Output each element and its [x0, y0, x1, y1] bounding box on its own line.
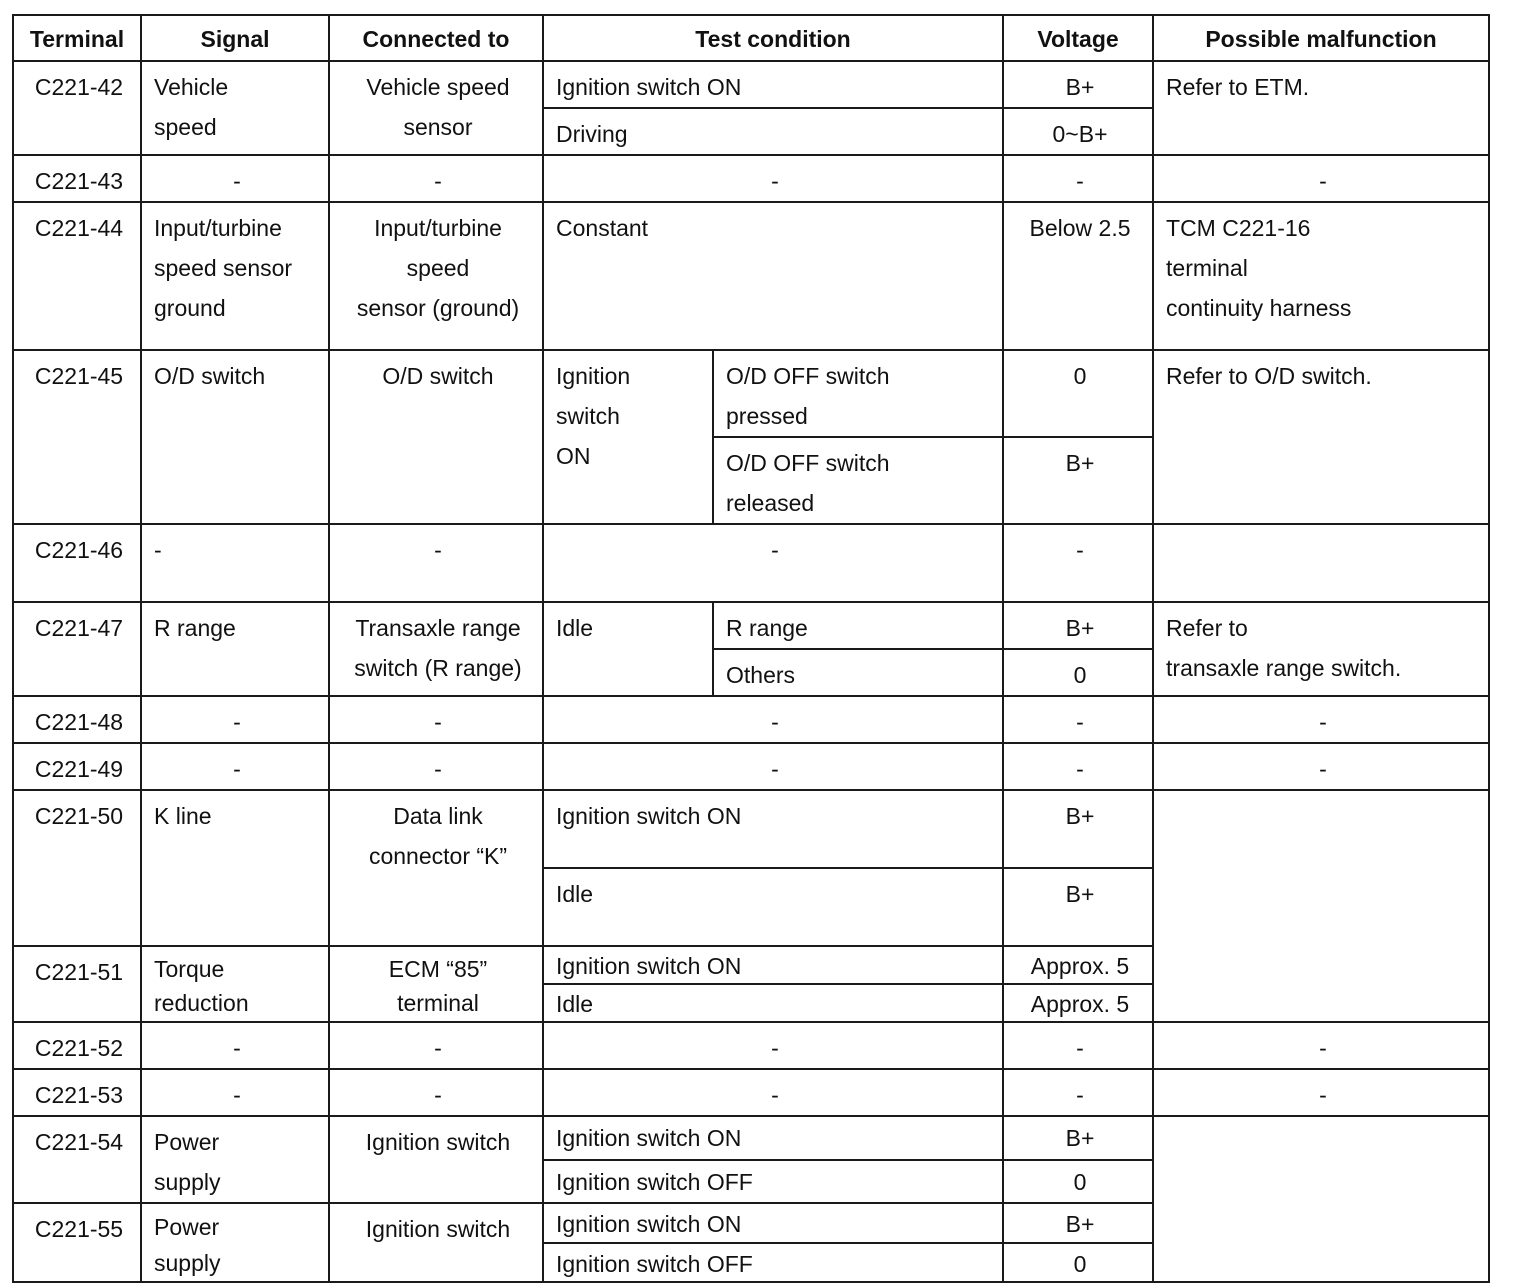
signal-cell: - — [141, 696, 329, 743]
connected-to-cell: ECM “85” terminal — [329, 946, 543, 1022]
voltage-cell: - — [1003, 524, 1153, 602]
malfunction-cell: Refer to O/D switch. — [1153, 350, 1489, 524]
table-row — [13, 1069, 1489, 1116]
signal-cell: Vehicle speed — [141, 61, 329, 155]
connected-to-cell: Ignition switch — [329, 1116, 543, 1203]
voltage-cell: - — [1003, 696, 1153, 743]
signal-cell: - — [141, 1022, 329, 1069]
voltage-cell: Below 2.5 — [1003, 202, 1153, 350]
terminal-cell: C221-43 — [13, 155, 141, 202]
voltage-cell: 0~B+ — [1003, 108, 1153, 155]
connected-to-cell: O/D switch — [329, 350, 543, 524]
table-row — [13, 524, 1489, 602]
table-row — [13, 696, 1489, 743]
signal-cell: Input/turbine speed sensor ground — [141, 202, 329, 350]
connected-to-cell: - — [329, 696, 543, 743]
table-row — [13, 790, 1489, 868]
malfunction-cell: - — [1153, 155, 1489, 202]
terminal-cell: C221-54 — [13, 1116, 141, 1203]
voltage-cell: 0 — [1003, 1243, 1153, 1283]
terminal-cell: C221-42 — [13, 61, 141, 155]
voltage-cell: Approx. 5 — [1003, 946, 1153, 984]
voltage-cell: B+ — [1003, 1116, 1153, 1160]
malfunction-cell: TCM C221-16 terminal continuity harness — [1153, 202, 1489, 350]
table-row — [13, 61, 1489, 108]
test-condition-cell: Idle — [543, 984, 1003, 1022]
test-sub-condition-cell: Others — [713, 649, 1003, 696]
terminal-cell: C221-52 — [13, 1022, 141, 1069]
test-condition-cell: Idle — [543, 868, 1003, 946]
test-condition-cell: Ignition switch OFF — [543, 1160, 1003, 1204]
connected-to-cell: - — [329, 1069, 543, 1116]
signal-cell: - — [141, 1069, 329, 1116]
test-condition-cell: - — [543, 524, 1003, 602]
connected-to-cell: - — [329, 1022, 543, 1069]
voltage-cell: B+ — [1003, 61, 1153, 108]
terminal-cell: C221-50 — [13, 790, 141, 946]
connected-to-cell: Vehicle speed sensor — [329, 61, 543, 155]
table-row — [13, 743, 1489, 790]
test-condition-cell: Constant — [543, 202, 1003, 350]
malfunction-cell: - — [1153, 1022, 1489, 1069]
table-row — [13, 1116, 1489, 1160]
table-row — [13, 202, 1489, 350]
voltage-cell: 0 — [1003, 649, 1153, 696]
test-sub-condition-cell: O/D OFF switch released — [713, 437, 1003, 524]
voltage-cell: B+ — [1003, 1203, 1153, 1243]
table-row — [13, 1022, 1489, 1069]
terminal-cell: C221-47 — [13, 602, 141, 696]
terminal-cell: C221-45 — [13, 350, 141, 524]
connected-to-cell: Data link connector “K” — [329, 790, 543, 946]
test-condition-cell: Ignition switch ON — [543, 1203, 1003, 1243]
table-header-row — [13, 15, 1489, 61]
signal-cell: R range — [141, 602, 329, 696]
table-row — [13, 350, 1489, 437]
header-possible-malfunction: Possible malfunction — [1153, 15, 1489, 61]
terminal-pinout-table — [12, 14, 1490, 1283]
voltage-cell: B+ — [1003, 602, 1153, 649]
signal-cell: Torque reduction — [141, 946, 329, 1022]
header-signal: Signal — [141, 15, 329, 61]
voltage-cell: 0 — [1003, 350, 1153, 437]
signal-cell: O/D switch — [141, 350, 329, 524]
test-condition-cell: Driving — [543, 108, 1003, 155]
header-connected-to: Connected to — [329, 15, 543, 61]
voltage-cell: - — [1003, 1022, 1153, 1069]
terminal-cell: C221-46 — [13, 524, 141, 602]
voltage-cell: B+ — [1003, 868, 1153, 946]
malfunction-cell — [1153, 524, 1489, 602]
test-condition-cell: Ignition switch OFF — [543, 1243, 1003, 1283]
test-sub-condition-cell: R range — [713, 602, 1003, 649]
voltage-cell: B+ — [1003, 790, 1153, 868]
signal-cell: Power supply — [141, 1203, 329, 1282]
terminal-cell: C221-49 — [13, 743, 141, 790]
voltage-cell: - — [1003, 155, 1153, 202]
voltage-cell: - — [1003, 743, 1153, 790]
test-condition-cell: Ignition switch ON — [543, 350, 713, 524]
test-condition-cell: - — [543, 1069, 1003, 1116]
connected-to-cell: - — [329, 743, 543, 790]
header-terminal: Terminal — [13, 15, 141, 61]
voltage-cell: Approx. 5 — [1003, 984, 1153, 1022]
test-condition-cell: - — [543, 743, 1003, 790]
test-condition-cell: Ignition switch ON — [543, 946, 1003, 984]
connected-to-cell: - — [329, 155, 543, 202]
malfunction-cell — [1153, 1116, 1489, 1282]
test-condition-cell: - — [543, 155, 1003, 202]
table-row — [13, 155, 1489, 202]
test-condition-cell: Ignition switch ON — [543, 790, 1003, 868]
test-condition-cell: Ignition switch ON — [543, 61, 1003, 108]
signal-cell: - — [141, 524, 329, 602]
terminal-cell: C221-48 — [13, 696, 141, 743]
signal-cell: K line — [141, 790, 329, 946]
voltage-cell: B+ — [1003, 437, 1153, 524]
test-sub-condition-cell: O/D OFF switch pressed — [713, 350, 1003, 437]
header-test-condition: Test condition — [543, 15, 1003, 61]
malfunction-cell: Refer to ETM. — [1153, 61, 1489, 155]
test-condition-cell: - — [543, 1022, 1003, 1069]
test-condition-cell: Idle — [543, 602, 713, 696]
voltage-cell: 0 — [1003, 1160, 1153, 1204]
terminal-cell: C221-55 — [13, 1203, 141, 1282]
terminal-cell: C221-53 — [13, 1069, 141, 1116]
connected-to-cell: Input/turbine speed sensor (ground) — [329, 202, 543, 350]
signal-cell: - — [141, 155, 329, 202]
malfunction-cell: Refer to transaxle range switch. — [1153, 602, 1489, 696]
signal-cell: Power supply — [141, 1116, 329, 1203]
connected-to-cell: - — [329, 524, 543, 602]
signal-cell: - — [141, 743, 329, 790]
terminal-cell: C221-51 — [13, 946, 141, 1022]
connected-to-cell: Transaxle range switch (R range) — [329, 602, 543, 696]
malfunction-cell: - — [1153, 1069, 1489, 1116]
table-row — [13, 602, 1489, 649]
malfunction-cell: - — [1153, 696, 1489, 743]
test-condition-cell: - — [543, 696, 1003, 743]
header-voltage: Voltage — [1003, 15, 1153, 61]
terminal-cell: C221-44 — [13, 202, 141, 350]
voltage-cell: - — [1003, 1069, 1153, 1116]
test-condition-cell: Ignition switch ON — [543, 1116, 1003, 1160]
connected-to-cell: Ignition switch — [329, 1203, 543, 1282]
malfunction-cell: - — [1153, 743, 1489, 790]
malfunction-cell — [1153, 790, 1489, 1022]
